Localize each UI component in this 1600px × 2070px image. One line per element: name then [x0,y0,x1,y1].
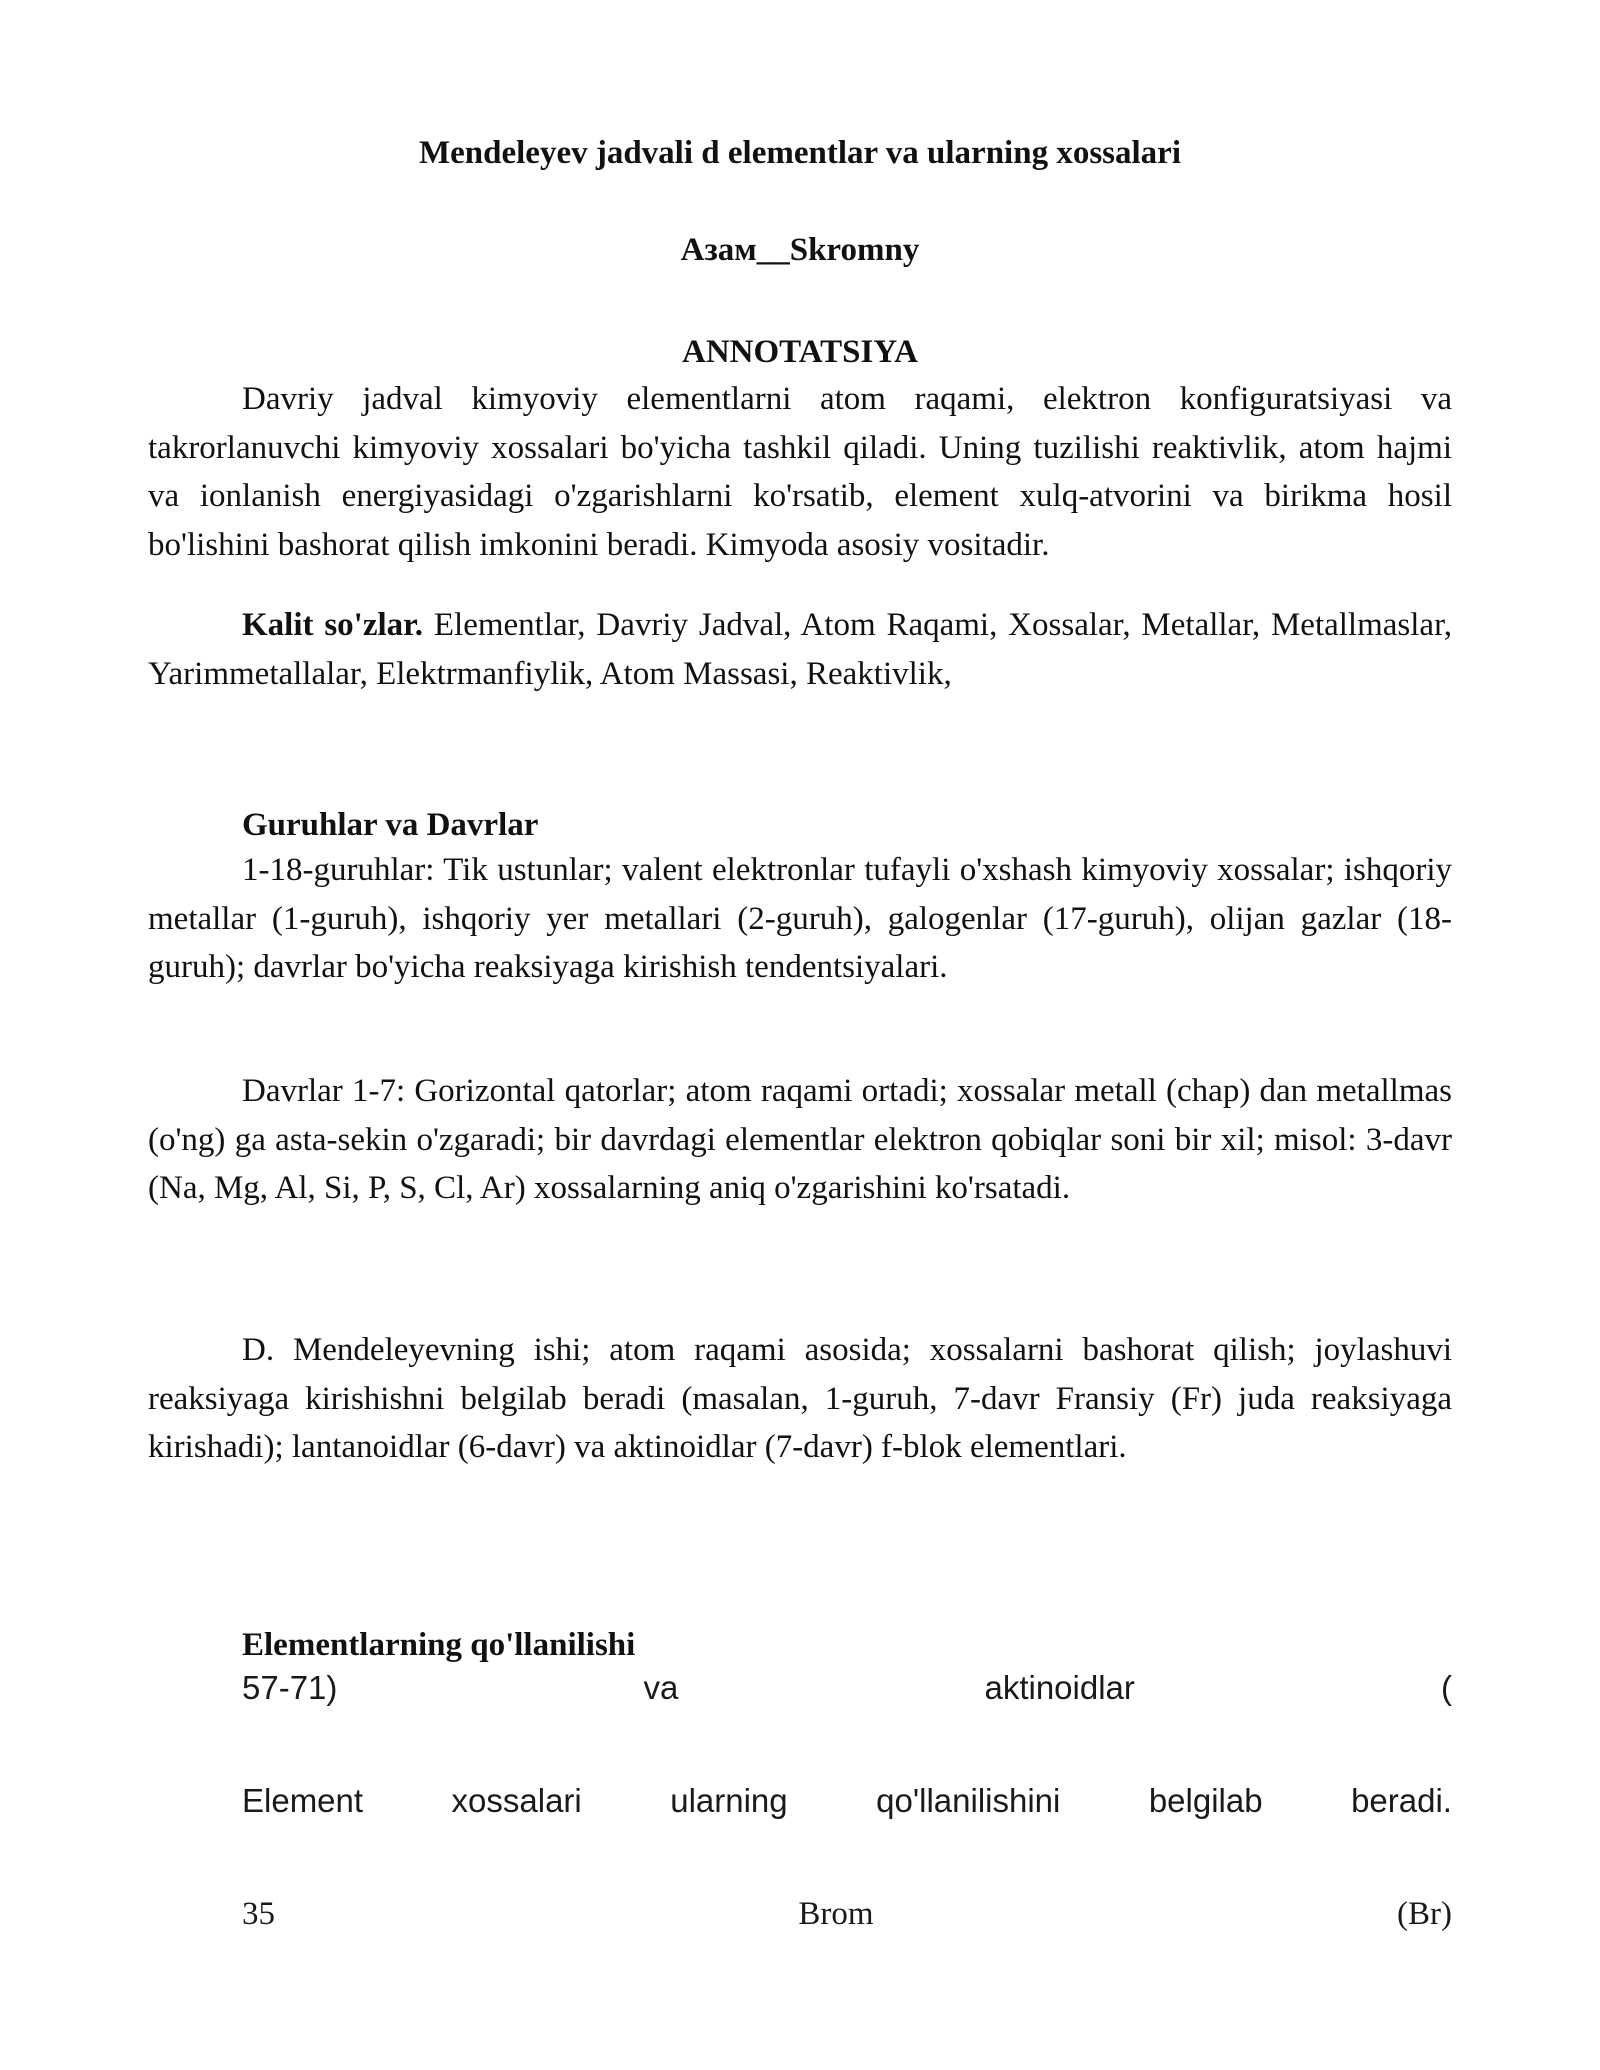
fragment-word: (Br) [1397,1896,1452,1932]
periods-paragraph: Davrlar 1-7: Gorizontal qatorlar; atom raqami ortadi; xossalar metall (chap) dan metallmas (o'ng) ga asta-sekin o'zgaradi; bir davrdagi elementlar elektron qobiqlar soni bir xil; misol: 3-davr (Na, Mg, Al, Si, P, S, Cl, Ar) xossalarning aniq o'zgarishini ko'rsatadi. [148,1073,1452,1206]
fragment-word: beradi. [1351,1782,1452,1819]
fragment-row-3 [242,1894,1452,1934]
keywords-list: Elementlar, Davriy Jadval, Atom Raqami, Xossalar, Metallar, Metallmaslar, Yarimmetallalar, Elektrmanfiylik, Atom Massasi, Reaktivlik, [148,607,1452,692]
mendeleyev-paragraph: D. Mendeleyevning ishi; atom raqami asosida; xossalarni bashorat qilish; joylashuvi reaksiyaga kirishishni belgilab beradi (masalan, 1-guruh, 7-davr Fransiy (Fr) juda reaksiyaga kirishadi); lantanoidlar (6-davr) va aktinoidlar (7-davr) f-blok elementlari. [148,1332,1452,1465]
fragment-word: Element [242,1782,364,1819]
keywords-paragraph [148,601,1452,698]
fragment-word: aktinoidlar [984,1669,1135,1706]
annotation-heading: ANNOTATSIYA [682,334,918,370]
fragment-word: qo'llanilishini [876,1782,1061,1819]
fragment-word: 57-71) [242,1669,338,1706]
section-heading-groups-periods: Guruhlar va Davrlar [242,807,539,843]
fragment-word: belgilab [1148,1782,1263,1819]
section-heading-applications: Elementlarning qo'llanilishi [242,1627,636,1663]
fragment-word: 35 [242,1896,275,1932]
fragment-word: xossalari [451,1782,582,1819]
fragment-word: ularning [670,1782,788,1819]
fragment-word: ( [1441,1669,1452,1706]
author-name: Азам__Skromny [680,232,920,268]
fragment-word: va [643,1669,679,1706]
keywords-label: Kalit so'zlar. [242,607,424,643]
fragment-word: Brom [798,1896,874,1932]
annotation-paragraph: Davriy jadval kimyoviy elementlarni atom raqami, elektron konfiguratsiyasi va takrorlanuvchi kimyoviy xossalari bo'yicha tashkil qiladi. Uning tuzilishi reaktivlik, atom hajmi va ionlanish energiyasidagi o'zgarishlarni ko'rsatib, element xulq-atvorini va birikma hosil bo'lishini bashorat qilish imkonini beradi. Kimyoda asosiy vositadir. [148,381,1452,563]
document-title: Mendeleyev jadvali d elementlar va ularning xossalari [418,135,1181,171]
fragment-row-1 [242,1668,1452,1708]
groups-paragraph: 1-18-guruhlar: Tik ustunlar; valent elektronlar tufayli o'xshash kimyoviy xossalar; ishqoriy metallar (1-guruh), ishqoriy yer metallari (2-guruh), galogenlar (17-guruh), olijan gazlar (18-guruh); davrlar bo'yicha reaksiyaga kirishish tendentsiyalari. [148,852,1452,985]
fragment-row-2 [242,1781,1452,1821]
